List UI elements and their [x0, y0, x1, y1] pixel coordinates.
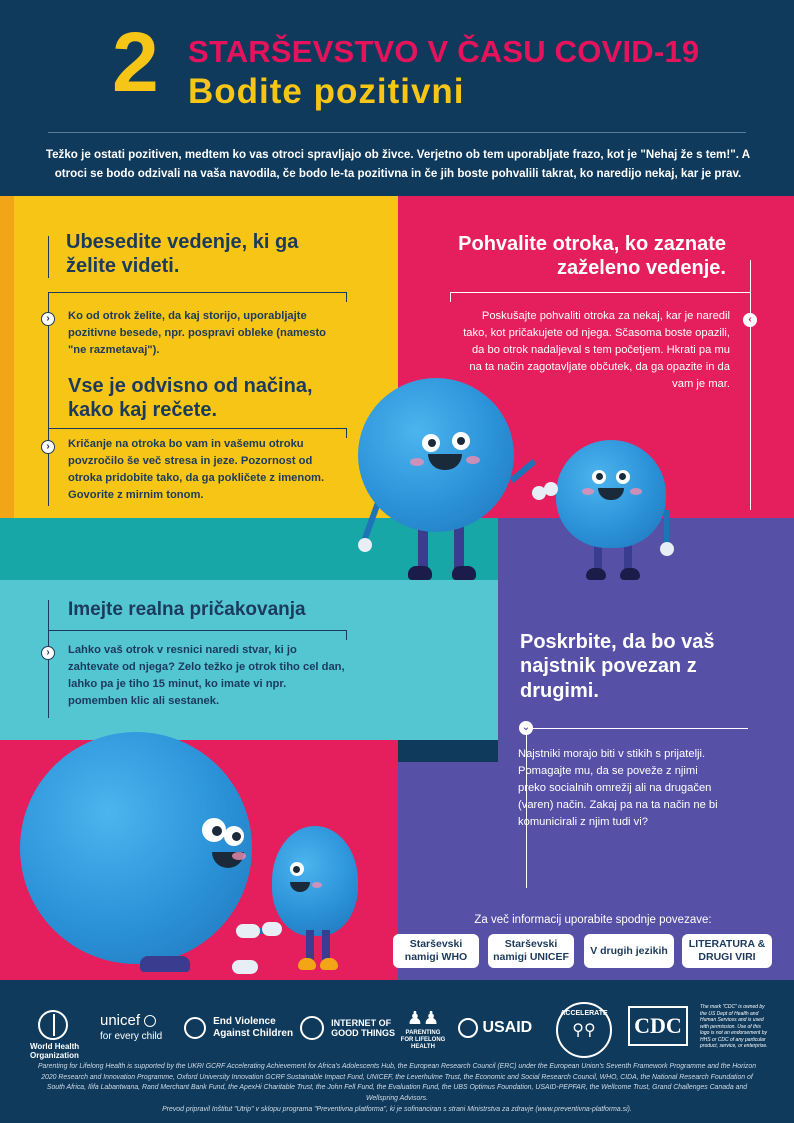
plh-logo — [400, 1008, 446, 1051]
circle-icon — [184, 1017, 206, 1039]
globe-icon — [38, 1010, 68, 1040]
orange-accent — [0, 196, 14, 518]
s1-heading: Ubesedite vedenje, ki ga želite videti. — [66, 231, 299, 278]
plh-logo-text: PARENTING FOR LIFELONG HEALTH — [400, 1030, 446, 1050]
s4-line-tick — [346, 630, 347, 640]
s2-body: Kričanje na otroka bo vam in vašemu otroku povzročilo še več stresa in jeze. Pozornost od otroka pridobite tako, da ga pokličete z imenom. Govorite z mirnim tonom. — [68, 438, 325, 502]
s5-heading: Poskrbite, da bo vaš najstnik povezan z drugimi. — [520, 631, 715, 702]
s2-heading: Vse je odvisno od načina, kako kaj rečete. — [68, 375, 313, 422]
s3-heading: Pohvalite otroka, ko zaznate zaželeno vedenje. — [458, 233, 726, 280]
s3-line-v — [750, 260, 751, 510]
literature-button[interactable]: LITERATURA & DRUGI VIRI — [682, 934, 772, 968]
s2-line-tick — [346, 428, 347, 438]
usaid-logo — [458, 1018, 532, 1038]
links-label: Za več informacij uporabite spodnje povezave: — [474, 914, 712, 926]
s5-body: Najstniki morajo biti v stikih s prijatelji. Pomagajte mu, da se poveže z njimi preko socialnih omrežij ali na drugačen (varen) način. Zakaj pa na ta način ne bi komunicirali z njim tudi vi? — [518, 748, 718, 829]
accelerate-logo — [556, 1002, 612, 1058]
footnote — [32, 1062, 762, 1116]
who-logo-text: World Health Organization — [30, 1042, 80, 1061]
section-number: 2 — [112, 15, 159, 109]
chevron-left-icon: ‹ — [743, 313, 757, 327]
logos-bar — [0, 980, 794, 1060]
unicef-logo — [100, 1012, 162, 1043]
s3-line-h — [450, 292, 750, 293]
header-divider — [48, 132, 746, 133]
s1-line-h — [48, 292, 346, 293]
chevron-right-icon: › — [41, 312, 55, 326]
unicef-tagline: for every child — [100, 1031, 163, 1043]
unicef-tips-button[interactable]: Starševski namigi UNICEF — [488, 934, 574, 968]
intro-text: Težko je ostati pozitiven, medtem ko vas otroci spravljajo ob živce. Verjetno ob tem uporabljate frazo, kot je "Nehaj že s tem!". A otroci se bodo odzivali na vaša navodila, če bodo le-ta pozitivna in če jih boste pohvalili takrat, ko naredijo nekaj, kar je prav. — [45, 148, 751, 180]
s5-line-h — [526, 728, 748, 729]
cdc-disclaimer: The mark "CDC" is owned by the US Dept of Health and Human Services and is used with permission. Use of this logo is not an endorsement by HHS or CDC of any particular product, service, or enterprise. — [700, 1004, 768, 1049]
evac-logo-text: End Violence Against Children — [213, 1016, 294, 1039]
s4-heading: Imejte realna pričakovanja — [68, 599, 306, 620]
unicef-logo-text: unicef — [100, 1012, 141, 1029]
chevron-right-icon: › — [41, 440, 55, 454]
footnote-translation: Prevod pripravil Inštitut "Utrip" v sklopu programa "Preventivna platforma", ki je sofinanciran s strani Ministrstva za zdravje (www.preventivna-platforma.si). — [162, 1105, 632, 1113]
s2-line-h — [48, 428, 346, 429]
globe-icon — [144, 1015, 156, 1027]
cdc-logo: CDC — [628, 1006, 688, 1046]
s1-body: Ko od otrok želite, da kaj storijo, uporabljajte pozitivne besede, npr. pospravi obleke (namesto "ne razmetavaj"). — [68, 310, 327, 357]
chevron-right-icon: › — [41, 646, 55, 660]
other-languages-button[interactable]: V drugih jezikih — [584, 934, 674, 968]
chevron-down-icon: ⌄ — [519, 721, 533, 735]
accelerate-logo-text: ACCELERATE — [560, 1010, 608, 1017]
s4-body: Lahko vaš otrok v resnici naredi stvar, ki jo zahtevate od njega? Zelo težko je otrok tiho cel dan, lahko pa je tiho 15 minut, ko imate vi npr. pomemben klic ali sestanek. — [68, 644, 345, 708]
s4-line-h — [48, 630, 346, 631]
evac-logo — [184, 1016, 293, 1039]
family-icon: ♟♟ — [406, 1008, 440, 1028]
page-title: STARŠEVSTVO V ČASU COVID-19 — [188, 34, 700, 69]
internet-logo-text: INTERNET OF GOOD THINGS — [331, 1017, 396, 1038]
s3-body: Poskušajte pohvaliti otroka za nekaj, kar je naredil tako, kot pričakujete od njega. Sčasoma boste opazili, da bo otrok nadaljeval s tem početjem. Hkrati pa mu na ta način zagotavljate občutek, da ga opazite in da vam je mar. — [463, 310, 730, 391]
footnote-funding: Parenting for Lifelong Health is supported by the UKRI GCRF Accelerating Achievement for Africa's Adolescents Hub, the European Research Council (ERC) under the European Union's Seventh Framework Programme and the Horizon 2020 Research and Innovation Programme, Oxford University Innovation GCRF Sustainable Impact Fund, UNICEF, the Leverhulme Trust, the Economic and Social Research Council, WHO, CIDA, the National Research Foundation of South Africa, Ilifa Labantwana, Rand Merchant Bank Fund, the ApexHi Charitable Trust, the John Fell Fund, the Evaluation Fund, the UBS Optimus Foundation, USAID-PEPFAR, the Wellcome Trust, Grand Challenges Canada and Wellspring Advisors. — [37, 1063, 757, 1103]
who-tips-button[interactable]: Starševski namigi WHO — [393, 934, 479, 968]
s1-line-v — [48, 236, 49, 278]
network-icon — [300, 1016, 324, 1040]
internet-of-good-things-logo — [300, 1016, 395, 1040]
s1-line-tick — [346, 292, 347, 302]
usaid-logo-text: USAID — [482, 1018, 533, 1036]
seal-icon — [458, 1018, 478, 1038]
who-logo — [30, 1010, 90, 1060]
s3-line-tick — [450, 292, 451, 302]
people-icon: ⚲⚲ — [572, 1022, 596, 1040]
page-subtitle: Bodite pozitivni — [188, 72, 465, 111]
